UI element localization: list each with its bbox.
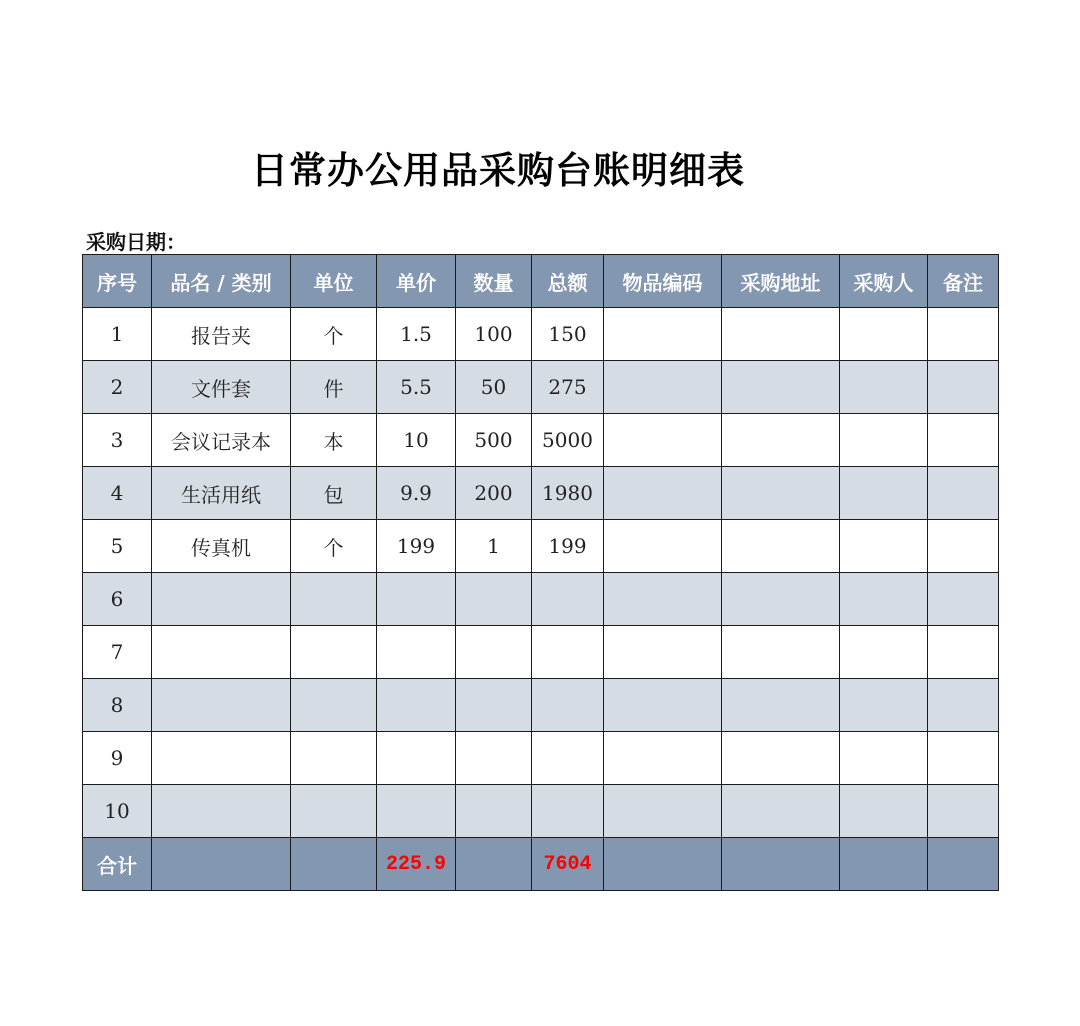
table-cell: 个 [291,308,377,361]
table-cell [840,626,928,679]
table-cell: 本 [291,414,377,467]
header-cell: 采购人 [840,255,928,308]
table-cell [840,732,928,785]
table-cell [291,785,377,838]
header-cell: 数量 [456,255,532,308]
table-cell [840,308,928,361]
table-cell [604,361,722,414]
table-cell: 生活用纸 [152,467,291,520]
table-cell: 个 [291,520,377,573]
table-cell [722,414,840,467]
table-cell [152,573,291,626]
table-cell [928,361,999,414]
table-cell [604,785,722,838]
table-cell [604,732,722,785]
table-cell [722,626,840,679]
table-cell [840,838,928,891]
amount-total: 7604 [532,838,604,891]
table-cell [840,467,928,520]
table-row [83,467,999,520]
table-row [83,361,999,414]
table-cell [152,838,291,891]
table-cell [532,785,604,838]
table-cell [456,785,532,838]
table-cell: 500 [456,414,532,467]
unit-price-total: 225.9 [377,838,456,891]
table-cell: 5000 [532,414,604,467]
table-cell: 5 [83,520,152,573]
table-cell: 9.9 [377,467,456,520]
table-cell: 1980 [532,467,604,520]
table-cell: 7 [83,626,152,679]
table-row [83,520,999,573]
table-cell [604,838,722,891]
table-cell [722,361,840,414]
table-cell [152,785,291,838]
header-cell: 序号 [83,255,152,308]
table-cell [840,414,928,467]
table-cell [604,520,722,573]
table-cell [291,732,377,785]
table-cell [722,467,840,520]
header-cell: 单位 [291,255,377,308]
table-cell [456,679,532,732]
table-cell [377,679,456,732]
table-cell [604,679,722,732]
table-cell [840,679,928,732]
page-title: 日常办公用品采购台账明细表 [251,149,745,192]
table-cell: 1 [456,520,532,573]
table-cell [456,626,532,679]
table-cell: 件 [291,361,377,414]
table-cell: 199 [532,520,604,573]
table-cell [840,573,928,626]
table-cell [532,679,604,732]
table-cell: 3 [83,414,152,467]
table-cell [840,361,928,414]
table-cell [722,785,840,838]
table-cell [928,626,999,679]
table-cell: 传真机 [152,520,291,573]
table-cell [532,626,604,679]
table-cell: 8 [83,679,152,732]
table-cell [456,838,532,891]
table-cell: 150 [532,308,604,361]
table-row [83,573,999,626]
header-cell: 品名 / 类别 [152,255,291,308]
table-cell: 1.5 [377,308,456,361]
table-row [83,679,999,732]
purchase-date-label: 采购日期： [86,230,186,254]
table-row [83,308,999,361]
table-cell: 199 [377,520,456,573]
table-cell [456,573,532,626]
table-cell [928,838,999,891]
table-cell [291,838,377,891]
table-cell [291,573,377,626]
table-cell: 50 [456,361,532,414]
table-cell [532,573,604,626]
table-cell [377,732,456,785]
header-cell: 采购地址 [722,255,840,308]
table-cell [928,573,999,626]
table-cell: 包 [291,467,377,520]
table-cell [722,732,840,785]
table-cell [604,308,722,361]
table-cell: 4 [83,467,152,520]
table-cell [377,785,456,838]
table-cell [722,573,840,626]
table-cell: 2 [83,361,152,414]
table-row [83,785,999,838]
table-cell [152,732,291,785]
table-cell: 5.5 [377,361,456,414]
header-cell: 单价 [377,255,456,308]
table-cell [604,467,722,520]
header-row [83,255,999,308]
table-cell [928,679,999,732]
table-cell [840,785,928,838]
table-cell [928,520,999,573]
table-cell: 200 [456,467,532,520]
table-cell: 10 [83,785,152,838]
table-cell [291,626,377,679]
table-cell [840,520,928,573]
table-cell: 6 [83,573,152,626]
total-label: 合计 [83,838,152,891]
table-cell: 报告夹 [152,308,291,361]
ledger-table [82,254,999,891]
table-cell [532,732,604,785]
table-cell [928,732,999,785]
table-cell [152,626,291,679]
header-cell: 备注 [928,255,999,308]
table-cell: 9 [83,732,152,785]
table-row [83,414,999,467]
table-cell [928,414,999,467]
table-cell [377,573,456,626]
table-cell [604,414,722,467]
table-cell [456,732,532,785]
table-cell: 275 [532,361,604,414]
table-cell [722,838,840,891]
table-cell: 会议记录本 [152,414,291,467]
table-cell: 文件套 [152,361,291,414]
table-cell [722,679,840,732]
table-cell: 100 [456,308,532,361]
header-cell: 物品编码 [604,255,722,308]
table-cell [291,679,377,732]
table-cell [152,679,291,732]
table-cell [722,308,840,361]
header-cell: 总额 [532,255,604,308]
table-row [83,626,999,679]
table-cell [928,467,999,520]
table-cell [377,626,456,679]
table-cell: 1 [83,308,152,361]
total-row [83,838,999,891]
table-cell [928,308,999,361]
table-cell [604,626,722,679]
table-row [83,732,999,785]
table-cell [722,520,840,573]
table-cell: 10 [377,414,456,467]
table-cell [928,785,999,838]
table-cell [604,573,722,626]
